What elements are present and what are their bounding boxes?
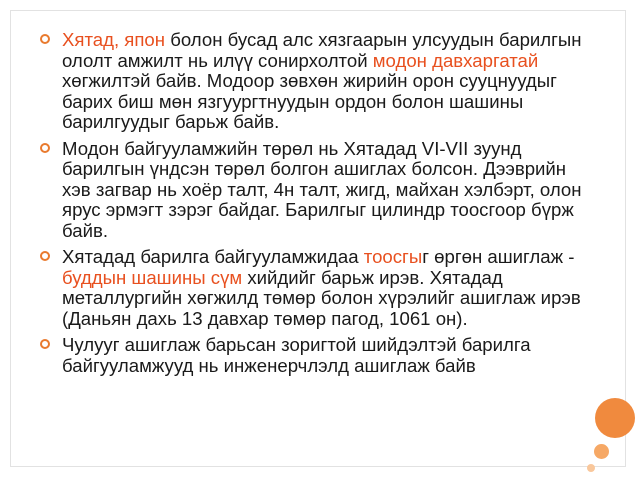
bullet-circle-icon — [40, 339, 50, 349]
decorative-large-circle-icon — [595, 398, 635, 438]
highlight-text: тоосгы — [363, 246, 423, 267]
bullet-circle-icon — [40, 251, 50, 261]
body-text: хийдийг барьж ирэв. Хятадад металлургийн хөгжилд төмөр болон хүрэлийг ашиглаж ирэв (Даньян дахь 13 давхар төмөр пагод, 1061 он). — [62, 266, 581, 329]
highlight-text: модон давхаргатай — [372, 49, 539, 71]
bullet-4-text — [62, 334, 531, 376]
body-text: хөгжилтэй байв. Модоор зөвхөн жирийн орон сууцнуудыг барих биш мөн язгуургтнуудын ордон болон шашины барилгуудыг барьж байв. — [62, 70, 557, 132]
body-text: Хятадад барилга байгууламжидаа — [62, 246, 364, 267]
bullet-item-1 — [40, 30, 590, 133]
bullet-item-2 — [40, 139, 590, 242]
highlight-text: Хятад, япон — [62, 29, 166, 50]
bullet-3-text — [62, 246, 581, 329]
bullet-2-text — [62, 138, 582, 241]
bullet-item-3 — [40, 247, 590, 329]
bullet-list — [40, 30, 590, 382]
bullet-1-text — [62, 29, 582, 132]
bullet-circle-icon — [40, 143, 50, 153]
decorative-small-circle-icon — [587, 464, 595, 472]
highlight-text: буддын шашины сүм — [62, 266, 243, 288]
bullet-circle-icon — [40, 34, 50, 44]
decorative-medium-circle-icon — [594, 444, 609, 459]
body-text: болон бусад алс хязгаарын улсуудын барилгын ололт амжилт нь илүү сонирхолтой — [62, 29, 582, 71]
body-text: Модон байгууламжийн төрөл нь Хятадад VI-VII зуунд барилгын үндсэн төрөл болгон ашиглах болсон. Дээврийн хэв загвар нь хоёр талт, 4н талт, жигд, майхан хэлбэрт, олон ярус эрмэгт зэрэг байдаг. Барилгыг цилиндр тоосгоор бүрж байв. — [62, 137, 582, 241]
bullet-item-4 — [40, 335, 590, 376]
body-text: г өргөн ашиглаж - — [422, 246, 575, 267]
body-text: Чулууг ашиглаж барьсан зоригтой шийдэлтэй барилга байгууламжууд нь инженерчлэлд ашиглаж байв — [62, 334, 531, 376]
